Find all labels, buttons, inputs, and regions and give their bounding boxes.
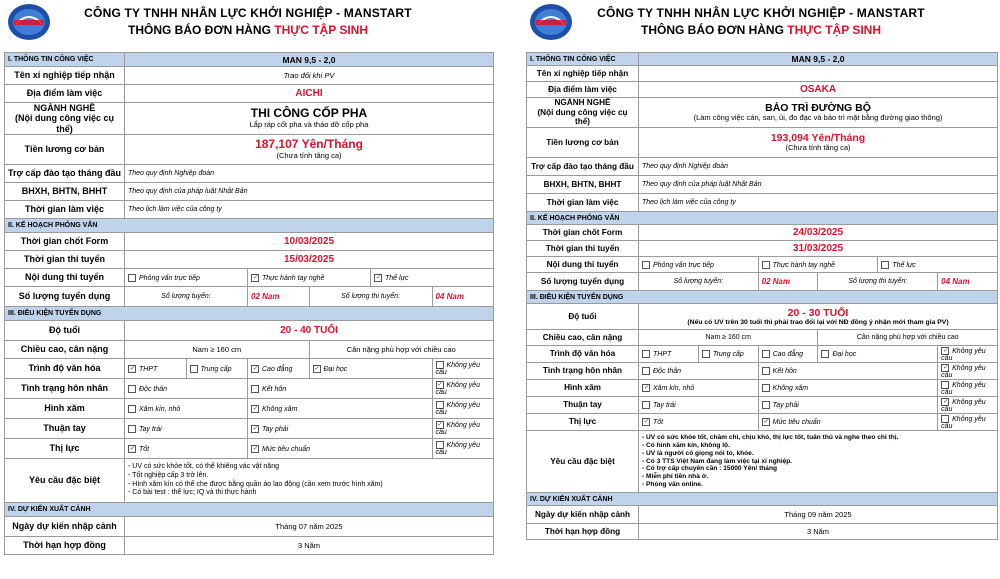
label: Thời gian chốt Form [5, 233, 125, 251]
checkbox-icon [762, 384, 770, 392]
option-label: Mức tiêu chuẩn [772, 418, 821, 426]
checkbox-checked-icon: ✓ [252, 425, 258, 432]
label [527, 98, 639, 128]
label: Thị lực [5, 439, 125, 459]
job-title: THI CÔNG CỐP PHA [250, 106, 368, 121]
row-insurance [527, 176, 998, 194]
option [758, 380, 937, 397]
checkbox-icon [941, 381, 949, 389]
option [938, 414, 998, 431]
option [938, 346, 998, 363]
option [248, 269, 371, 287]
checkbox-checked-icon: ✓ [643, 385, 649, 391]
job-detail: (Làm công việc cán, san, ủi, đo đạc và bảo trì mặt bằng đường giao thông) [693, 113, 943, 123]
section-header-interview [527, 212, 998, 225]
option-label: Không yêu cầu [435, 381, 480, 397]
checkbox-icon [128, 385, 136, 393]
label: Thời gian thi tuyển [5, 251, 125, 269]
value: OSAKA [639, 82, 998, 98]
option-label: Thể lực [385, 274, 409, 282]
row-entry [527, 506, 998, 524]
row-height [5, 341, 494, 359]
option [432, 399, 494, 419]
label: Thời gian chốt Form [527, 225, 639, 241]
section-title: I. THÔNG TIN CÔNG VIỆC [5, 53, 125, 67]
option [432, 439, 494, 459]
job-info-table [4, 52, 494, 555]
option [639, 346, 699, 363]
row-location [5, 85, 494, 103]
label: Thời gian làm việc [5, 201, 125, 219]
checkbox-checked-icon: ✓ [129, 365, 135, 372]
checkbox-icon [436, 441, 444, 449]
row-enterprise [527, 66, 998, 82]
option-label: Không yêu cầu [941, 398, 986, 413]
checkbox-checked-icon: ✓ [942, 364, 948, 371]
section-header-job-info [527, 53, 998, 66]
option-label: Không yêu cầu [941, 415, 986, 430]
option [938, 397, 998, 414]
option [248, 379, 433, 399]
label: Thời gian thi tuyển [527, 241, 639, 257]
option [309, 359, 432, 379]
value [639, 66, 998, 82]
option-label: Không yêu cầu [941, 381, 986, 396]
option [248, 419, 433, 439]
option [125, 359, 187, 379]
option-label: Trung cấp [200, 365, 232, 373]
section-title: II. KẾ HOẠCH PHỎNG VẤN [5, 219, 494, 233]
row-age [527, 304, 998, 330]
label: Tiền lương cơ bản [527, 128, 639, 158]
checkbox-icon [251, 385, 259, 393]
row-exam [527, 257, 998, 273]
option [818, 346, 938, 363]
label: Thời hạn hợp đồng [5, 537, 125, 555]
height-value: Nam ≥ 160 cm [639, 330, 818, 346]
checkbox-icon [702, 350, 710, 358]
label: Độ tuổi [527, 304, 639, 330]
row-worktime [5, 201, 494, 219]
option-label: Kết hôn [772, 367, 797, 375]
checkbox-icon [128, 425, 136, 433]
checkbox-icon [436, 401, 444, 409]
checkbox-icon [642, 367, 650, 375]
value [125, 103, 494, 135]
row-deadline [527, 225, 998, 241]
label: BHXH, BHTN, BHHT [527, 176, 639, 194]
row-interview-date [527, 241, 998, 257]
checkbox-checked-icon: ✓ [942, 398, 948, 405]
row-special [527, 431, 998, 493]
height-value: Nam ≥ 160 cm [125, 341, 310, 359]
option [186, 359, 248, 379]
row-entry [5, 517, 494, 537]
label-line2: (Nội dung công việc cụ thể) [14, 113, 114, 134]
value [639, 128, 998, 158]
option-label: Không xăm [772, 384, 809, 392]
row-hand [527, 397, 998, 414]
label: Số lượng tuyển dụng [5, 287, 125, 307]
row-exam [5, 269, 494, 287]
value: Trao đổi khi PV [125, 67, 494, 85]
option [432, 379, 494, 399]
recruit-label: Số lượng tuyển: [639, 273, 759, 291]
label-line2: (Nội dung công việc cụ thể) [537, 107, 628, 127]
label: Số lượng tuyển dụng [527, 273, 639, 291]
row-deadline [5, 233, 494, 251]
option [248, 399, 433, 419]
value: 31/03/2025 [639, 241, 998, 257]
row-marital [527, 363, 998, 380]
requirement-line: - Tốt nghiệp cấp 3 trở lên. [128, 471, 209, 479]
job-title: BẢO TRÌ ĐƯỜNG BỘ [765, 102, 871, 115]
checkbox-icon [762, 350, 770, 358]
value: Theo quy định của pháp luật Nhật Bản [639, 176, 998, 194]
row-job [527, 98, 998, 128]
label: Hình xăm [5, 399, 125, 419]
option [639, 363, 759, 380]
checkbox-icon [762, 401, 770, 409]
option-label: Tay phải [772, 401, 799, 409]
option [248, 359, 310, 379]
label-line1: NGÀNH NGHỀ [554, 98, 611, 108]
value: Theo quy định của pháp luật Nhật Bản [125, 183, 494, 201]
checkbox-icon [941, 415, 949, 423]
row-job [5, 103, 494, 135]
value: 10/03/2025 [125, 233, 494, 251]
job-notice-left [0, 0, 496, 579]
option [938, 380, 998, 397]
job-notice-right [522, 0, 1000, 579]
label: Trình độ văn hóa [527, 346, 639, 363]
special-requirements [125, 459, 494, 503]
option-label: Tay trái [653, 401, 676, 409]
row-quantity [5, 287, 494, 307]
option-label: Không yêu cầu [941, 347, 986, 362]
recruit-label: Số lượng tuyển: [125, 287, 248, 307]
label: Độ tuổi [5, 321, 125, 341]
row-education [5, 359, 494, 379]
option [878, 257, 998, 273]
requirement-line: - Hình xăm kín có thể che được bằng quần áo lao động (cần xem trước hình xăm) [128, 480, 383, 488]
option [125, 419, 248, 439]
value: 20 - 40 TUỔI [125, 321, 494, 341]
checkbox-icon [436, 361, 444, 369]
notice-header [0, 0, 496, 44]
option-label: Cao đẳng [772, 350, 804, 358]
order-code: MAN 9,5 - 2,0 [639, 53, 998, 66]
section-header-departure [527, 493, 998, 506]
option-label: Cao đẳng [262, 365, 293, 373]
checkbox-checked-icon: ✓ [252, 405, 258, 412]
exam-count-label: Số lượng thi tuyển: [309, 287, 432, 307]
option [758, 414, 937, 431]
label: Nội dung thi tuyển [5, 269, 125, 287]
option [758, 346, 818, 363]
option [432, 419, 494, 439]
option [125, 439, 248, 459]
value: 15/03/2025 [125, 251, 494, 269]
option-label: Không yêu cầu [941, 364, 986, 379]
option [371, 269, 494, 287]
notice-title-prefix: THÔNG BÁO ĐƠN HÀNG [128, 23, 271, 37]
label: Ngày dự kiến nhập cảnh [5, 517, 125, 537]
notice-title [522, 23, 1000, 37]
row-hand [5, 419, 494, 439]
row-marital [5, 379, 494, 399]
checkbox-icon [128, 274, 136, 282]
row-height [527, 330, 998, 346]
value: AICHI [125, 85, 494, 103]
weight-value: Cân nặng phù hợp với chiều cao [309, 341, 494, 359]
label: BHXH, BHTN, BHHT [5, 183, 125, 201]
row-location [527, 82, 998, 98]
weight-value: Cân nặng phù hợp với chiều cao [818, 330, 998, 346]
order-code: MAN 9,5 - 2,0 [125, 53, 494, 67]
row-special [5, 459, 494, 503]
option-label: Thực hành tay nghề [262, 274, 325, 282]
option-label: Đại học [323, 365, 348, 373]
label: Nội dung thi tuyển [527, 257, 639, 273]
value: Theo lịch làm việc của công ty [639, 194, 998, 212]
option-label: Thể lực [892, 261, 916, 269]
row-salary [527, 128, 998, 158]
checkbox-checked-icon: ✓ [643, 419, 649, 425]
label: Chiều cao, cân nặng [5, 341, 125, 359]
label: Hình xăm [527, 380, 639, 397]
option [639, 257, 759, 273]
notice-title [0, 23, 496, 37]
option [938, 363, 998, 380]
requirement-line: - UV là người có giọng nói to, khỏe. [642, 449, 754, 457]
option [248, 439, 433, 459]
label: Địa điểm làm việc [5, 85, 125, 103]
value: Theo quy định Nghiệp đoàn [639, 158, 998, 176]
notice-title-prefix: THÔNG BÁO ĐƠN HÀNG [641, 23, 784, 37]
section-title: IV. DỰ KIẾN XUẤT CẢNH [5, 503, 494, 517]
option-label: THPT [139, 365, 158, 373]
option-label: Thực hành tay nghề [772, 261, 836, 269]
option-label: Tay trái [139, 425, 162, 433]
salary-amount: 193,094 Yên/Tháng [770, 132, 866, 145]
job-info-table [526, 52, 998, 540]
option-label: Độc thân [653, 367, 682, 375]
option-label: Không yêu cầu [435, 361, 480, 377]
label: Tên xí nghiệp tiếp nhận [5, 67, 125, 85]
age-range: 20 - 30 TUỔI [787, 306, 849, 319]
special-requirements [639, 431, 998, 493]
label: Thời hạn hợp đồng [527, 524, 639, 540]
checkbox-icon [642, 401, 650, 409]
option [758, 363, 937, 380]
label: Trợ cấp đào tạo tháng đầu [5, 165, 125, 183]
recruit-count: 02 Nam [758, 273, 818, 291]
option-label: Độc thân [139, 385, 168, 393]
row-interview-date [5, 251, 494, 269]
option-label: Tốt [653, 418, 664, 426]
value: 3 Năm [639, 524, 998, 540]
option-label: Xăm kín, nhỏ [653, 384, 695, 392]
label: Tên xí nghiệp tiếp nhận [527, 66, 639, 82]
salary-amount: 187,107 Yên/Tháng [255, 137, 363, 152]
row-contract [527, 524, 998, 540]
section-header-conditions [5, 307, 494, 321]
section-title: IV. DỰ KIẾN XUẤT CẢNH [527, 493, 998, 506]
requirement-line: - UV có sức khỏe tốt, chăm chỉ, chịu khó, thị lực tốt, tuân thủ và nghe theo chỉ thị. [642, 433, 899, 441]
option [125, 399, 248, 419]
checkbox-icon [642, 350, 650, 358]
value: 24/03/2025 [639, 225, 998, 241]
option-label: Không xăm [262, 405, 298, 413]
row-enterprise [5, 67, 494, 85]
label: Yêu cầu đặc biệt [527, 431, 639, 493]
checkbox-checked-icon: ✓ [129, 445, 135, 452]
row-allowance [5, 165, 494, 183]
checkbox-checked-icon: ✓ [313, 365, 320, 372]
option-label: Không yêu cầu [435, 441, 480, 457]
option [639, 380, 759, 397]
row-quantity [527, 273, 998, 291]
label-line1: NGÀNH NGHỀ [33, 103, 96, 113]
value [639, 98, 998, 128]
checkbox-checked-icon: ✓ [252, 274, 258, 281]
option-label: THPT [653, 350, 672, 358]
row-vision [5, 439, 494, 459]
notice-header [522, 0, 1000, 44]
value [639, 304, 998, 330]
section-header-interview [5, 219, 494, 233]
option [639, 414, 759, 431]
company-name: CÔNG TY TNHH NHÂN LỰC KHỞI NGHIỆP - MANSTART [597, 6, 925, 20]
checkbox-checked-icon: ✓ [436, 422, 443, 429]
checkbox-icon [762, 367, 770, 375]
option-label: Kết hôn [262, 385, 287, 393]
requirement-line: - Có hình xăm kín, không lộ. [642, 441, 730, 449]
requirement-line: - Miễn phí tiền nhà ở. [642, 473, 709, 481]
requirement-line: - Có trợ cấp chuyên cần : 15000 Yên/ tháng [642, 465, 778, 473]
label: Chiều cao, cân nặng [527, 330, 639, 346]
option [125, 269, 248, 287]
checkbox-icon [821, 350, 829, 358]
row-insurance [5, 183, 494, 201]
option [758, 397, 937, 414]
option-label: Xăm kín, nhỏ [139, 405, 181, 413]
checkbox-checked-icon: ✓ [942, 347, 948, 354]
section-title: III. ĐIỀU KIỆN TUYỂN DỤNG [5, 307, 494, 321]
company-name: CÔNG TY TNHH NHÂN LỰC KHỞI NGHIỆP - MANSTART [84, 6, 412, 20]
exam-count: 04 Nam [938, 273, 998, 291]
option [758, 257, 878, 273]
checkbox-checked-icon: ✓ [375, 274, 381, 281]
checkbox-icon [642, 261, 650, 269]
section-title: II. KẾ HOẠCH PHỎNG VẤN [527, 212, 998, 225]
exam-count: 04 Nam [432, 287, 494, 307]
value: Tháng 07 năm 2025 [125, 517, 494, 537]
section-header-departure [5, 503, 494, 517]
checkbox-icon [881, 261, 889, 269]
section-header-job-info [5, 53, 494, 67]
section-header-conditions [527, 291, 998, 304]
label: Trợ cấp đào tạo tháng đầu [527, 158, 639, 176]
checkbox-checked-icon: ✓ [763, 419, 769, 425]
section-title: III. ĐIỀU KIỆN TUYỂN DỤNG [527, 291, 998, 304]
option-label: Mức tiêu chuẩn [262, 445, 311, 453]
label: Yêu cầu đặc biệt [5, 459, 125, 503]
salary-note: (Chưa tính tăng ca) [785, 143, 851, 153]
job-detail: Lắp ráp cốt pha và tháo dỡ cốp pha [249, 120, 369, 130]
row-salary [5, 135, 494, 165]
checkbox-icon [190, 365, 198, 373]
option-label: Phỏng vấn trực tiếp [139, 274, 200, 282]
row-tattoo [5, 399, 494, 419]
exam-count-label: Số lượng thi tuyển: [818, 273, 938, 291]
option-label: Tay phải [262, 425, 289, 433]
row-age [5, 321, 494, 341]
option [698, 346, 758, 363]
recruit-count: 02 Nam [248, 287, 310, 307]
age-note: (Nếu có UV trên 30 tuổi thì phải trao đổi lại với NĐ đồng ý nhận mới tham gia PV) [687, 318, 949, 326]
notice-title-highlight: THỰC TẬP SINH [787, 23, 881, 37]
label: Tiền lương cơ bản [5, 135, 125, 165]
checkbox-checked-icon: ✓ [252, 365, 258, 372]
value [125, 135, 494, 165]
notice-title-highlight: THỰC TẬP SINH [274, 23, 368, 37]
checkbox-checked-icon: ✓ [252, 445, 258, 452]
checkbox-icon [128, 405, 136, 413]
label: Thị lực [527, 414, 639, 431]
salary-note: (Chưa tính tăng ca) [276, 151, 342, 161]
option-label: Không yêu cầu [435, 421, 480, 437]
row-contract [5, 537, 494, 555]
option [125, 379, 248, 399]
option-label: Phỏng vấn trực tiếp [653, 261, 714, 269]
option-label: Trung cấp [712, 350, 744, 358]
requirement-line: - Có 3 TTS Việt Nam đang làm việc tại xí nghiệp. [642, 457, 793, 465]
option-label: Tốt [139, 445, 150, 453]
label: Tình trạng hôn nhân [5, 379, 125, 399]
option-label: Đại học [832, 350, 857, 358]
row-worktime [527, 194, 998, 212]
requirement-line: - UV có sức khỏe tốt, có thể khiêng vác vật nặng [128, 463, 279, 471]
option-label: Không yêu cầu [435, 401, 480, 417]
label: Trình độ văn hóa [5, 359, 125, 379]
value: Theo lịch làm việc của công ty [125, 201, 494, 219]
row-allowance [527, 158, 998, 176]
row-education [527, 346, 998, 363]
row-vision [527, 414, 998, 431]
value: 3 Năm [125, 537, 494, 555]
row-tattoo [527, 380, 998, 397]
checkbox-checked-icon: ✓ [436, 382, 443, 389]
value: Theo quy định Nghiệp đoàn [125, 165, 494, 183]
value: Tháng 09 năm 2025 [639, 506, 998, 524]
label: Tình trạng hôn nhân [527, 363, 639, 380]
requirement-line: - Có bài test : thể lực; IQ và thi thực hành [128, 489, 257, 497]
option [432, 359, 494, 379]
label: Thuận tay [5, 419, 125, 439]
requirement-line: - Phỏng vấn online. [642, 481, 703, 489]
option [639, 397, 759, 414]
label: Địa điểm làm việc [527, 82, 639, 98]
label: Ngày dự kiến nhập cảnh [527, 506, 639, 524]
label [5, 103, 125, 135]
checkbox-icon [762, 261, 770, 269]
label: Thuận tay [527, 397, 639, 414]
label: Thời gian làm việc [527, 194, 639, 212]
section-title: I. THÔNG TIN CÔNG VIỆC [527, 53, 639, 66]
